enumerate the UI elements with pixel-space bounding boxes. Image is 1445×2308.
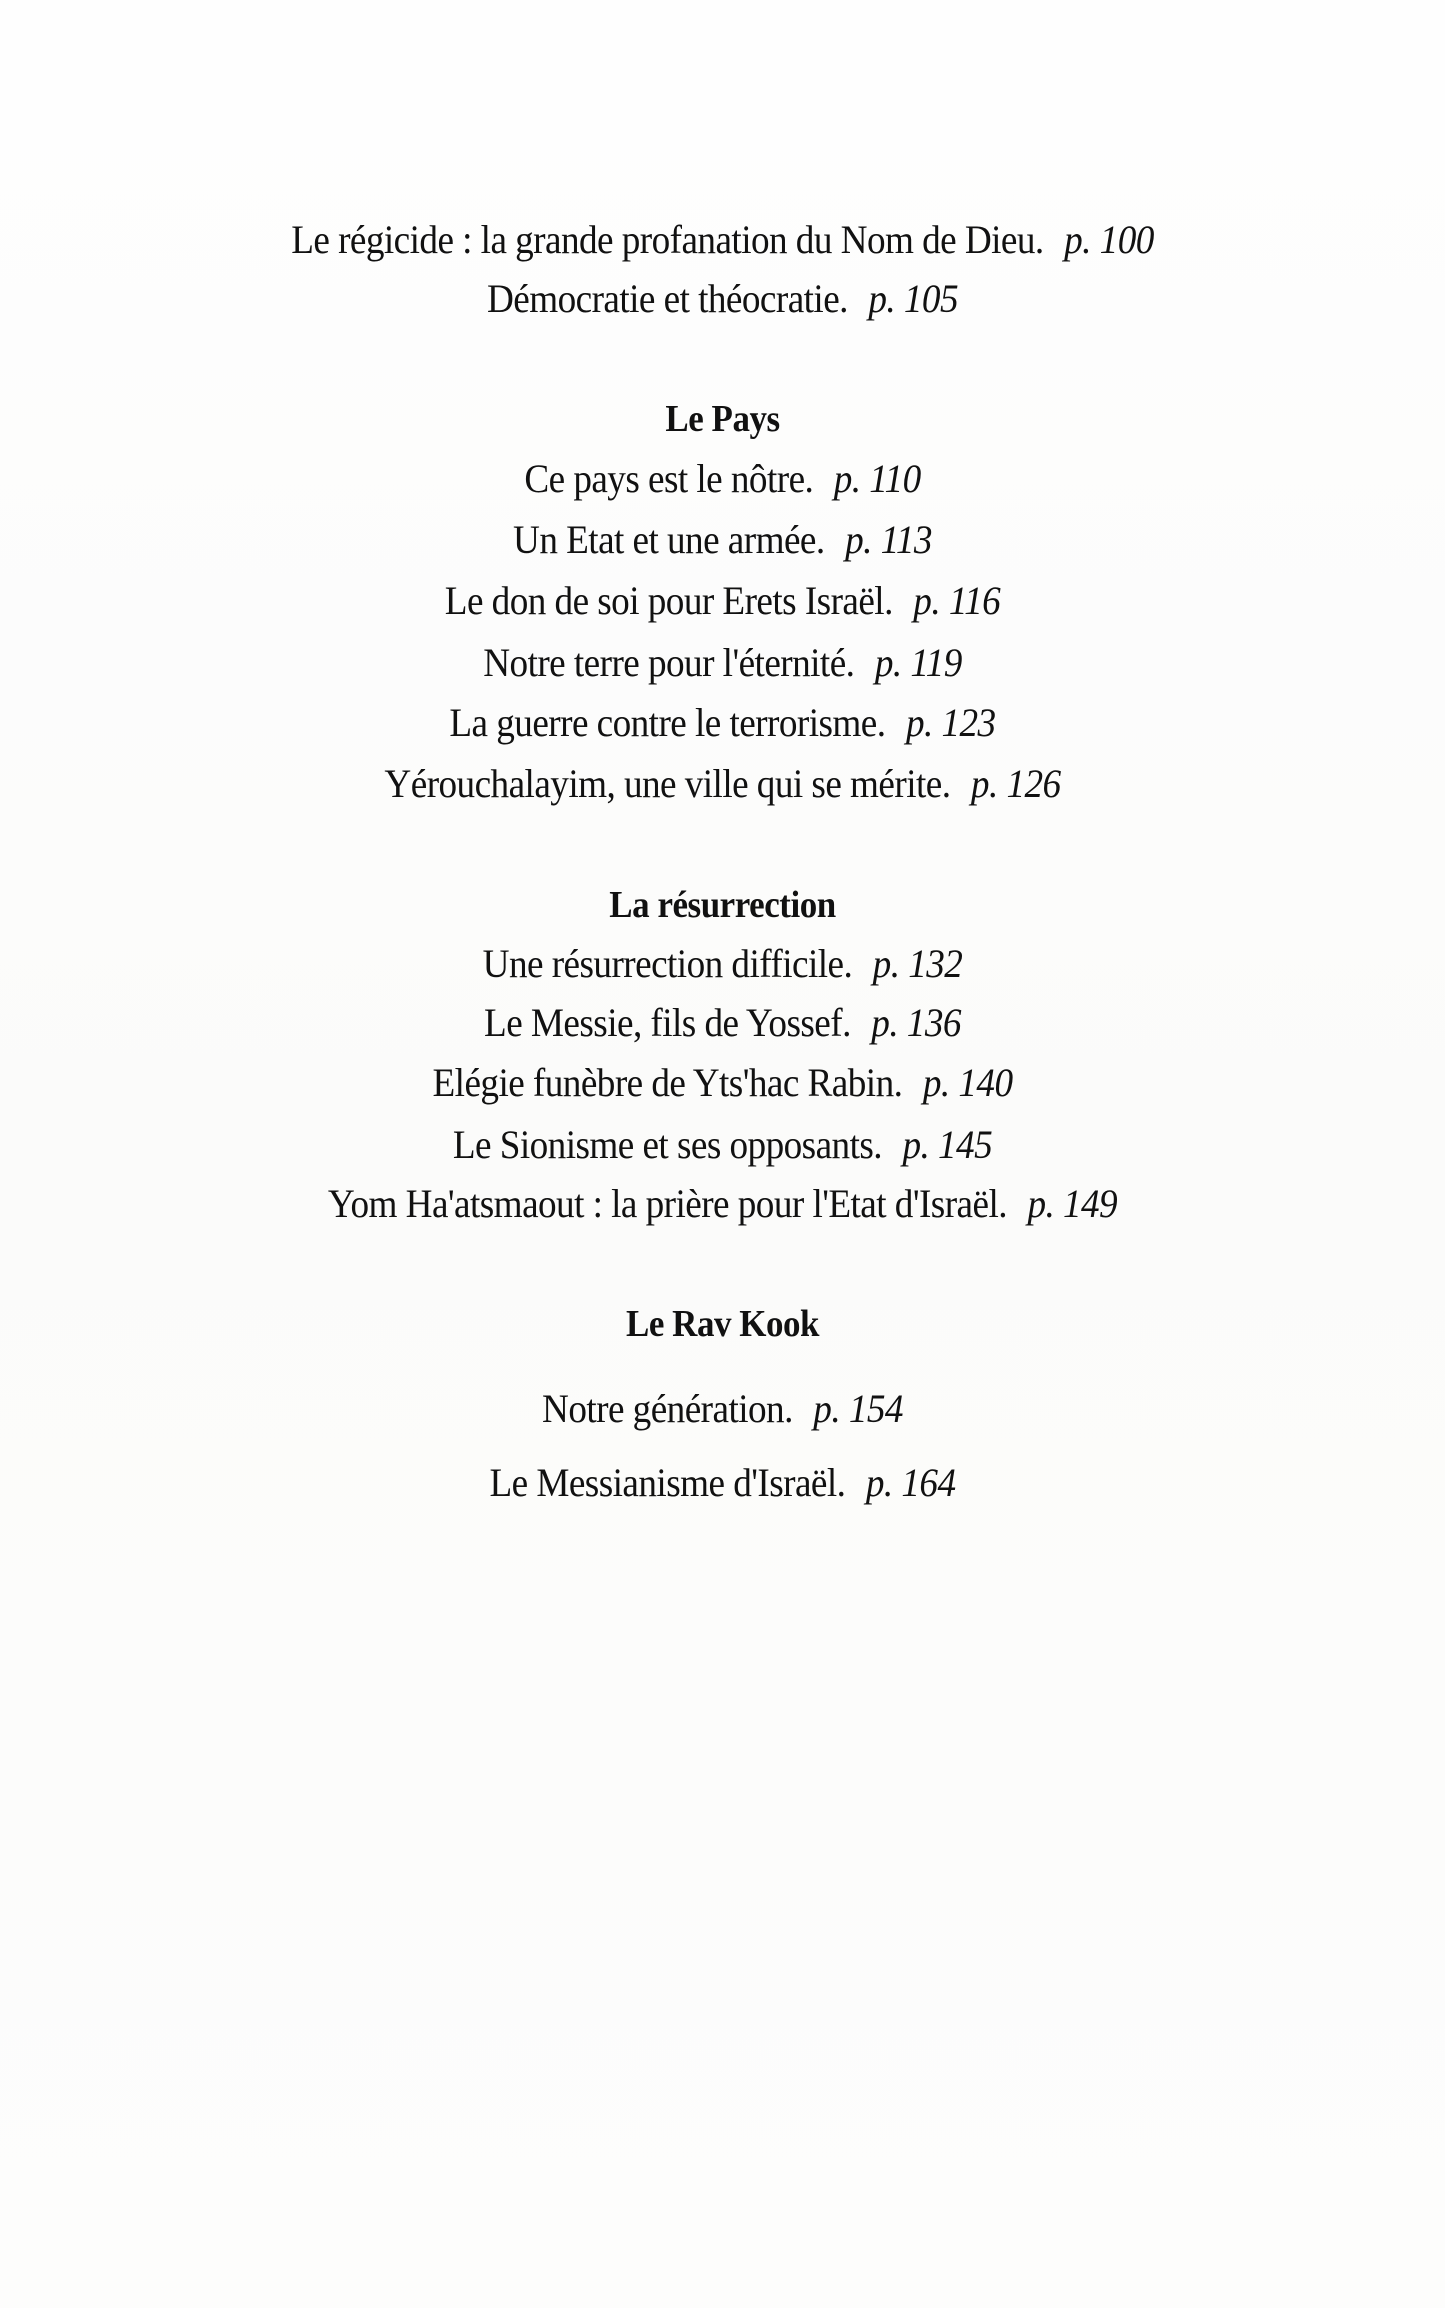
section-heading: Le Rav Kook [625,1303,820,1345]
toc-entry-title: Notre génération. [542,1386,793,1431]
toc-entry-title: Yérouchalayim, une ville qui se mérite. [384,761,951,806]
toc-entry-title: Elégie funèbre de Yts'hac Rabin. [432,1060,903,1105]
toc-entry [51,455,1395,503]
toc-entry-title: Un Etat et une armée. [513,517,825,562]
section-heading: La résurrection [609,884,836,926]
toc-entry-title: Le régicide : la grande profanation du Nom de Dieu. [291,217,1044,262]
toc-entry-title: Le Messianisme d'Israël. [489,1460,846,1505]
toc-entry-page: p. 140 [922,1060,1013,1105]
toc-entry-title: Le Sionisme et ses opposants. [452,1122,883,1167]
toc-entry [51,516,1395,564]
toc-entry-page: p. 110 [833,456,921,501]
toc-entry [51,577,1395,625]
toc-entry-page: p. 113 [845,517,932,562]
toc-entry-page: p. 105 [868,276,959,321]
toc-entry-page: p. 119 [874,640,962,685]
toc-entry [51,639,1395,687]
toc-entry-page: p. 126 [970,761,1061,806]
toc-entry [51,999,1395,1047]
toc-entry-page: p. 123 [905,700,996,745]
toc-entry-page: p. 136 [871,1000,961,1045]
toc-entry-page: p. 116 [913,578,1001,623]
toc-entry [51,940,1395,988]
toc-entry [51,1180,1395,1228]
toc-entry-title: Ce pays est le nôtre. [524,456,814,501]
toc-entry-page: p. 100 [1064,217,1154,262]
toc-entry-page: p. 154 [813,1386,903,1431]
toc-entry [51,1121,1395,1169]
section-heading: Le Pays [665,398,780,440]
toc-entry-page: p. 149 [1027,1181,1118,1226]
toc-entry-title: La guerre contre le terrorisme. [449,700,886,745]
toc-entry [51,1059,1395,1107]
toc-entry-title: Yom Ha'atsmaout : la prière pour l'Etat d'Israël. [327,1181,1007,1226]
toc-entry [51,216,1395,264]
toc-entry-page: p. 132 [872,941,963,986]
toc-entry-title: Le don de soi pour Erets Israël. [444,578,893,623]
toc-entry-page: p. 164 [865,1460,956,1505]
toc-entry [51,275,1395,323]
toc-entry [51,760,1395,808]
toc-entry-page: p. 145 [902,1122,993,1167]
toc-entry-title: Une résurrection difficile. [482,941,853,986]
toc-entry-title: Notre terre pour l'éternité. [483,640,855,685]
toc-entry-title: Le Messie, fils de Yossef. [484,1000,851,1045]
toc-entry [51,699,1395,747]
toc-entry [51,1385,1395,1433]
toc-entry [51,1459,1395,1507]
toc-entry-title: Démocratie et théocratie. [486,276,848,321]
